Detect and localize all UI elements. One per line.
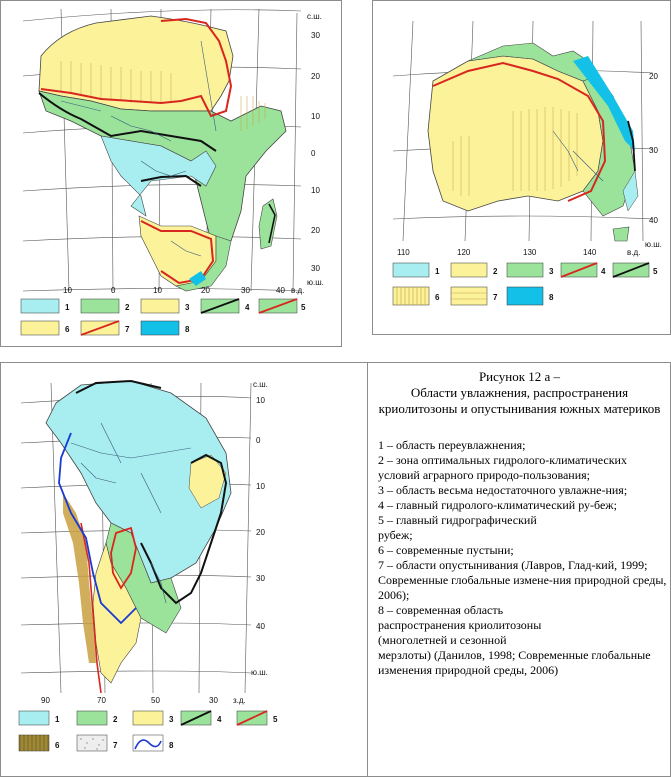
south-america-lon-label: 50	[151, 696, 160, 705]
figure-title: Области увлажнения, распространения криолитозоны и опустынивания южных материков	[378, 385, 661, 416]
legend-label: 1	[435, 267, 440, 276]
africa-desert-north	[39, 16, 233, 111]
south-america-lat-label: с.ш.	[253, 380, 268, 389]
legend-description-item: 3 – область весьма недостаточного увлажне-ния;	[378, 483, 628, 497]
legend-label: 7	[493, 293, 498, 302]
south-america-lat-label: 20	[256, 528, 265, 537]
australia-map	[373, 1, 671, 336]
africa-legend	[21, 299, 306, 335]
africa-lat-label: 30	[311, 264, 320, 273]
south-america-legend	[19, 711, 278, 751]
africa-lat-label: 20	[311, 72, 320, 81]
africa-lon-label: 10	[153, 286, 162, 295]
legend-label: 8	[549, 293, 554, 302]
legend-label: 6	[435, 293, 440, 302]
legend-label: 7	[125, 325, 130, 334]
africa-lon-label: в.д.	[291, 286, 305, 295]
legend-label: 8	[169, 741, 174, 750]
africa-lat-label: 30	[311, 31, 320, 40]
south-america-lon-label: 30	[209, 696, 218, 705]
legend-label: 4	[601, 267, 606, 276]
australia-lat-label: 20	[649, 72, 658, 81]
legend-swatch-6	[21, 321, 59, 335]
south-america-lat-label: 30	[256, 574, 265, 583]
legend-swatch-8	[141, 321, 179, 335]
africa-lat-label: 10	[311, 112, 320, 121]
africa-lon-label: 0	[111, 286, 116, 295]
south-america-lat-label: 40	[256, 622, 265, 631]
australia-lon-label: 140	[583, 248, 597, 257]
madagascar	[259, 199, 277, 249]
south-america-lon-label: 90	[41, 696, 50, 705]
caption-panel	[368, 362, 671, 777]
australia-lon-label: 120	[457, 248, 471, 257]
legend-swatch-8	[507, 287, 543, 305]
legend-swatch-2	[81, 299, 119, 313]
australia-lat-label: 40	[649, 216, 658, 225]
figure-number: Рисунок 12 а –	[478, 369, 561, 384]
south-america-lat-label: 0	[256, 436, 261, 445]
legend-swatch-7	[77, 735, 107, 751]
legend-swatch-3	[507, 263, 543, 277]
australia-lat-label: ю.ш.	[645, 240, 662, 249]
africa-lat-label: 0	[311, 149, 316, 158]
legend-swatch-6	[393, 287, 429, 305]
australia-lat-label: 30	[649, 146, 658, 155]
legend-description-item: 5 – главный гидрографический	[378, 513, 537, 527]
legend-label: 1	[55, 715, 60, 724]
legend-description-item: 7 – области опустынивания (Лавров, Глад-кий, 1999; Современные глобальные измене-ния природной среды, 2006);	[378, 558, 667, 602]
legend-description-item: (многолетней и сезонной	[378, 633, 507, 647]
australia-legend	[393, 263, 658, 305]
legend-label: 8	[185, 325, 190, 334]
africa-lon-label: 10	[63, 286, 72, 295]
africa-lon-label: 20	[201, 286, 210, 295]
legend-label: 7	[113, 741, 118, 750]
legend-label: 6	[55, 741, 60, 750]
australia-lon-label: 130	[523, 248, 537, 257]
legend-swatch-3	[133, 711, 163, 725]
legend-label: 4	[217, 715, 222, 724]
south-america-lat-label: ю.ш.	[251, 668, 268, 677]
south-america-lat-label: 10	[256, 482, 265, 491]
legend-swatch-2	[451, 263, 487, 277]
legend-swatch-1	[393, 263, 429, 277]
legend-label: 6	[65, 325, 70, 334]
legend-label: 5	[301, 303, 306, 312]
tasmania	[613, 227, 629, 241]
legend-description-item: распространения криолитозоны	[378, 618, 542, 632]
legend-swatch-7	[451, 287, 487, 305]
africa-lat-label: ю.ш.	[307, 278, 324, 287]
legend-label: 4	[245, 303, 250, 312]
africa-lon-label: 30	[241, 286, 250, 295]
south-america-lon-label: з.д.	[233, 696, 246, 705]
legend-description-item: рубеж;	[378, 528, 413, 542]
legend-swatch-1	[19, 711, 49, 725]
legend-label: 2	[493, 267, 498, 276]
legend-label: 3	[549, 267, 554, 276]
south-america-map	[1, 363, 369, 778]
legend-label: 1	[65, 303, 70, 312]
legend-label: 2	[113, 715, 118, 724]
australia-lon-label: 110	[397, 248, 410, 257]
south-america-andes-desert	[63, 493, 96, 663]
africa-lat-label: с.ш.	[307, 12, 322, 21]
legend-description-item: мерзлоты) (Данилов, 1998; Современные глобальные изменения природной среды, 2006)	[378, 648, 651, 677]
legend-label: 3	[185, 303, 190, 312]
south-america-lon-label: 70	[97, 696, 106, 705]
legend-swatch-2	[77, 711, 107, 725]
africa-lat-label: 20	[311, 226, 320, 235]
legend-swatch-1	[21, 299, 59, 313]
legend-label: 5	[273, 715, 278, 724]
australia-lon-label: в.д.	[627, 248, 641, 257]
africa-map	[1, 1, 343, 348]
africa-lon-label: 40	[276, 286, 285, 295]
africa-map-panel	[0, 0, 342, 347]
legend-description-list	[378, 438, 668, 678]
south-america-lat-label: 10	[256, 396, 265, 405]
africa-lat-label: 10	[311, 186, 320, 195]
legend-description-item: 4 – главный гидролого-климатический ру-беж;	[378, 498, 617, 512]
legend-description-item: 2 – зона оптимальных гидролого-климатических условий аграрного природо-пользования;	[378, 453, 627, 482]
legend-label: 5	[653, 267, 658, 276]
legend-description-item: 6 – современные пустыни;	[378, 543, 514, 557]
legend-description-item: 8 – современная область	[378, 603, 504, 617]
figure-caption-title	[372, 369, 667, 417]
legend-label: 3	[169, 715, 174, 724]
legend-label: 2	[125, 303, 130, 312]
australia-map-panel	[372, 0, 671, 335]
legend-description-item: 1 – область переувлажнения;	[378, 438, 526, 452]
south-america-map-panel	[0, 362, 368, 777]
legend-swatch-3	[141, 299, 179, 313]
